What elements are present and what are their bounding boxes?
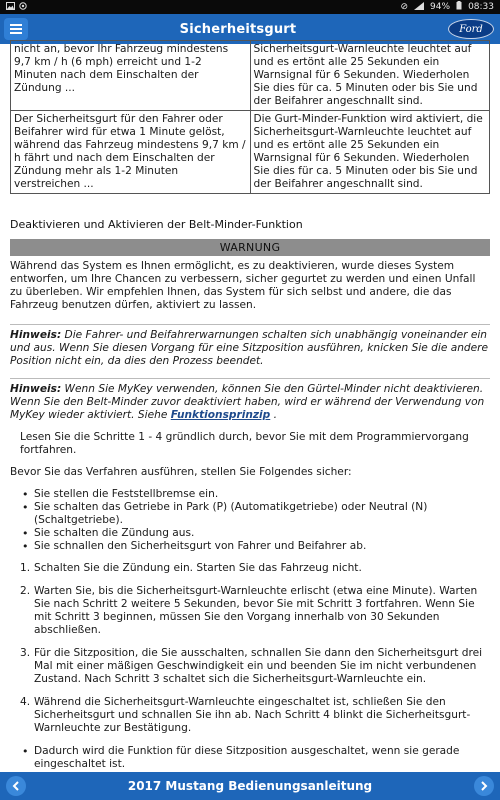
list-item: • Dadurch wird die Funktion für diese Sitzposition ausgeschaltet, wenn sie gerade eingeschaltet ist.: [20, 745, 490, 771]
procedure-steps: [10, 562, 490, 735]
step-item: [20, 647, 490, 686]
step-number: 2.: [20, 585, 31, 597]
next-page-button[interactable]: [474, 776, 494, 796]
chevron-right-icon: [480, 781, 488, 791]
step-item: [20, 585, 490, 637]
signal-icon: [414, 2, 424, 13]
hamburger-menu-icon: [10, 24, 22, 34]
note-2: [10, 378, 490, 422]
battery-icon: [456, 1, 462, 13]
manual-content[interactable]: [0, 44, 500, 772]
warning-banner: WARNUNG: [10, 239, 490, 256]
read-steps-text: Lesen Sie die Schritte 1 - 4 gründlich durch, bevor Sie mit dem Programmiervorgang fortfahren.: [20, 431, 469, 456]
before-intro-text: Bevor Sie das Verfahren ausführen, stellen Sie Folgendes sicher:: [10, 466, 352, 478]
list-item: • Sie stellen die Feststellbremse ein.: [20, 488, 490, 501]
checklist: [10, 488, 490, 553]
status-bar: [0, 0, 500, 14]
table-cell: nicht an, bevor Ihr Fahrzeug mindestens 9,7 km / h (6 mph) erreicht und 1-2 Minuten nach dem Einschalten der Zündung ...: [11, 41, 251, 111]
notification-icon: [19, 2, 27, 13]
chevron-left-icon: [12, 781, 20, 791]
step-text: Während die Sicherheitsgurt-Warnleuchte eingeschaltet ist, schließen Sie den Sicherheitsgurt und schnallen Sie ihn ab. Nach Schritt 4 blinkt die Sicherheitsgurt-Warnleuchte zur Bestätigung.: [34, 696, 471, 734]
bottom-bar: [0, 772, 500, 800]
warning-text: Während das System es Ihnen ermöglicht, es zu deaktivieren, wurde dieses System entworfen, um Ihre Chancen zu verbessern, sicher gegurtet zu werden und einen Unfall zu überleben. Wir empfehlen Ihnen, das System für sich selbst und andere, die das Fahrzeug benutzen dürfen, aktiviert zu lassen.: [10, 260, 476, 311]
ford-logo-text: Ford: [459, 23, 483, 35]
table-cell: Sicherheitsgurt-Warnleuchte leuchtet auf und es ertönt alle 25 Sekunden ein Warnsignal für 6 Sekunden. Wiederholen Sie dies für ca. 5 Minuten oder bis Sie und der Beifahrer angeschnallt sind.: [250, 41, 490, 111]
menu-button[interactable]: [4, 18, 28, 40]
note-1: [10, 324, 490, 368]
manual-title: 2017 Mustang Bedienungsanleitung: [127, 779, 373, 793]
section-heading: Deaktivieren und Aktivieren der Belt-Minder-Funktion: [10, 218, 303, 231]
image-icon: [6, 2, 15, 13]
list-item: • Sie schnallen den Sicherheitsgurt von Fahrer und Beifahrer ab.: [20, 540, 490, 553]
step-item: [20, 696, 490, 735]
clock: 08:33: [468, 2, 494, 12]
functional-principle-link[interactable]: Funktionsprinzip: [170, 409, 271, 421]
battery-level: 94%: [430, 2, 451, 12]
mute-icon: ⊘: [400, 2, 409, 12]
table-row: [11, 111, 490, 194]
note-text: Die Fahrer- und Beifahrerwarnungen schalten sich unabhängig voneinander ein und aus. Wenn Sie diesen Vorgang für eine Sitzposition ausführen, knicken Sie die andere Position nicht ein, da dies den Prozess beendet.: [10, 329, 489, 367]
step-text: Für die Sitzposition, die Sie ausschalten, schnallen Sie dann den Sicherheitsgurt drei Mal mit einer mäßigen Geschwindigkeit ein und beenden Sie im nicht verbundenen Zustand. Nach Schritt 3 schaltet sich die Sicherheitsgurt-Warnleuchte ein.: [34, 647, 483, 685]
table-row: [11, 41, 490, 111]
note-label: Hinweis:: [10, 329, 62, 341]
step-number: 4.: [20, 696, 31, 708]
step-item: [20, 562, 490, 575]
step-text: Schalten Sie die Zündung ein. Starten Sie das Fahrzeug nicht.: [34, 562, 362, 574]
list-item: • Sie schalten die Zündung aus.: [20, 527, 490, 540]
table-cell: Die Gurt-Minder-Funktion wird aktiviert, die Sicherheitsgurt-Warnleuchte leuchtet auf und es ertönt alle 25 Sekunden ein Warnsignal für 6 Sekunden. Wiederholen Sie dies für ca. 5 Minuten oder bis Sie und der Beifahrer angeschnallt sind.: [250, 111, 490, 194]
ford-logo: [448, 19, 494, 39]
list-item: • Sie schalten das Getriebe in Park (P) (Automatikgetriebe) oder Neutral (N) (Schaltgetriebe).: [20, 501, 490, 527]
step-text: Warten Sie, bis die Sicherheitsgurt-Warnleuchte erlischt (etwa eine Minute). Warten Sie nach Schritt 2 weitere 5 Sekunden, bevor Sie mit Schritt 3 fortfahren. Wenn Sie mit Schritt 3 beginnen, müssen Sie den Vorgang innerhalb von 30 Sekunden abschließen.: [34, 585, 478, 636]
note-text: Wenn Sie MyKey verwenden, können Sie den Gürtel-Minder nicht deaktivieren. Wenn Sie den Belt-Minder zuvor deaktiviert haben, wird er während der Verwendung von MyKey wieder aktiviert. Siehe: [10, 383, 485, 421]
step-number: 3.: [20, 647, 31, 659]
note-label: Hinweis:: [10, 383, 62, 395]
seatbelt-table: [10, 40, 490, 194]
note-end: .: [270, 409, 278, 421]
step-number: 1.: [20, 562, 31, 574]
previous-page-button[interactable]: [6, 776, 26, 796]
page-title: Sicherheitsgurt: [179, 21, 297, 37]
table-cell: Der Sicherheitsgurt für den Fahrer oder Beifahrer wird für etwa 1 Minute gelöst, während das Fahrzeug mindestens 9,7 km / h fährt und nach dem Einschalten der Zündung mehr als 1-2 Minuten verstreichen ...: [11, 111, 251, 194]
